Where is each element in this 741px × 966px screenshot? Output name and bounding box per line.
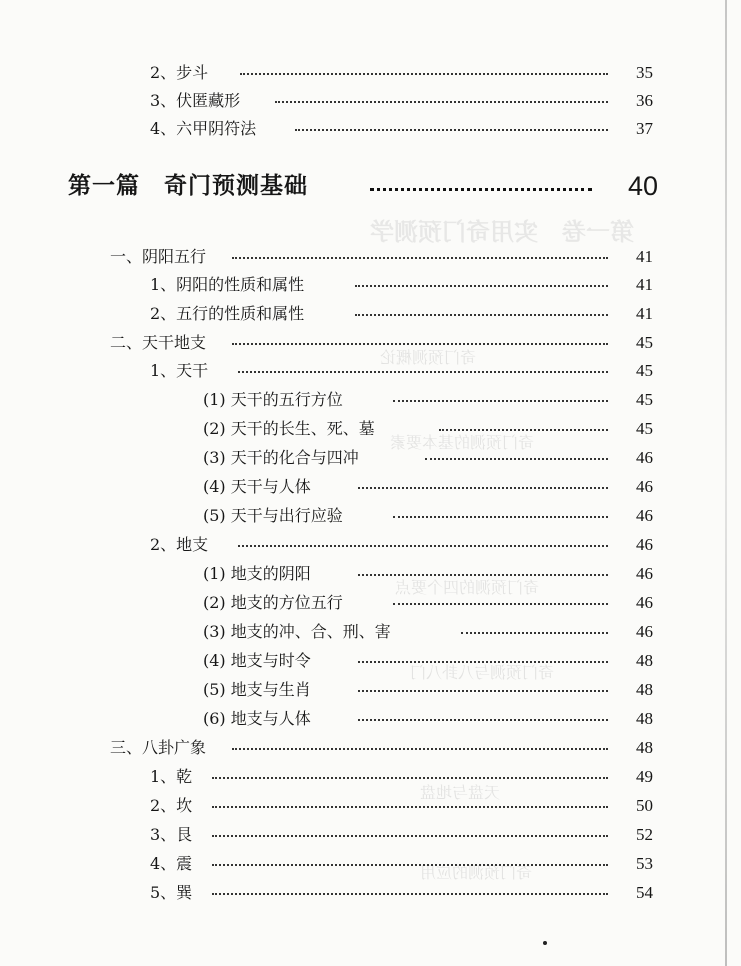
bleed-through-line: 奇门预测的基本要素 (390, 433, 535, 452)
toc-entry-title: 1、乾 (150, 767, 193, 786)
toc-page-number: 54 (636, 883, 653, 902)
toc-page-number: 41 (636, 247, 653, 266)
toc-entry[interactable] (150, 87, 653, 114)
toc-entry-title: (1) 地支的阴阳 (203, 564, 311, 583)
toc-entry-title: (3) 天干的化合与四冲 (203, 448, 359, 467)
toc-entry[interactable] (203, 415, 653, 442)
toc-entry[interactable] (110, 734, 653, 761)
toc-leader-dots (355, 314, 608, 316)
toc-page-number: 53 (636, 854, 653, 873)
toc-entry[interactable] (203, 676, 653, 703)
toc-leader-dots (240, 73, 608, 75)
toc-leader-dots (355, 285, 608, 287)
toc-entry-title: 3、艮 (150, 825, 193, 844)
bleed-through-heading: 第一卷 实用奇门预测学 (370, 218, 634, 246)
toc-leader-dots (212, 893, 608, 895)
toc-leader-dots (358, 574, 608, 576)
toc-leader-dots (212, 777, 608, 779)
toc-leader-dots (425, 458, 608, 460)
bleed-through-line: 奇门预测的应用 (420, 863, 533, 882)
toc-entry[interactable] (150, 300, 653, 327)
toc-entry-title: 2、五行的性质和属性 (150, 304, 305, 323)
toc-entry-title: 2、地支 (150, 535, 209, 554)
toc-entry-title: (3) 地支的冲、合、刑、害 (203, 622, 391, 641)
toc-leader-dots (212, 864, 608, 866)
toc-page-number: 41 (636, 275, 653, 294)
toc-entry[interactable] (203, 444, 653, 471)
toc-entry-title: (1) 天干的五行方位 (203, 390, 343, 409)
toc-entry[interactable] (203, 705, 653, 732)
toc-entry-title: 5、巽 (150, 883, 193, 902)
toc-page-number: 46 (636, 448, 653, 467)
toc-page-number: 37 (636, 119, 653, 138)
toc-entry[interactable] (150, 357, 653, 384)
toc-page-number: 45 (636, 361, 653, 380)
toc-leader-dots (232, 748, 608, 750)
toc-leader-dots (358, 487, 608, 489)
toc-entry-title: (5) 天干与出行应验 (203, 506, 343, 525)
toc-page-number: 35 (636, 63, 653, 82)
toc-entry-title: 1、阴阳的性质和属性 (150, 275, 305, 294)
toc-leader-dots (439, 429, 608, 431)
toc-leader-dots (358, 690, 608, 692)
toc-page-number: 48 (636, 651, 653, 670)
toc-entry-title: 二、天干地支 (110, 333, 207, 352)
toc-entry[interactable] (203, 618, 653, 645)
toc-entry[interactable] (150, 879, 653, 906)
toc-entry-title: 3、伏匿藏形 (150, 91, 241, 110)
toc-entry[interactable] (150, 59, 653, 86)
toc-entry[interactable] (150, 850, 653, 877)
toc-page-number: 45 (636, 333, 653, 352)
toc-entry-title: 2、坎 (150, 796, 193, 815)
toc-entry[interactable] (203, 386, 653, 413)
toc-entry-title: 1、天干 (150, 361, 209, 380)
print-speck (543, 941, 547, 945)
toc-entry[interactable] (203, 502, 653, 529)
toc-page-number: 48 (636, 738, 653, 757)
toc-entry-title: (5) 地支与生肖 (203, 680, 311, 699)
toc-entry[interactable] (203, 647, 653, 674)
toc-chapter-title: 第一篇 奇门预测基础 (68, 173, 308, 199)
bleed-through-line: 奇门预测的四个要点 (395, 578, 540, 597)
toc-page-number: 46 (636, 477, 653, 496)
toc-entry[interactable] (150, 763, 653, 790)
bleed-through-line: 奇门预测与八卦八门 (410, 663, 555, 682)
toc-leader-dots (393, 603, 608, 605)
toc-page-number: 46 (636, 593, 653, 612)
bleed-through-line: 天盘与地盘 (420, 783, 501, 802)
toc-chapter-entry[interactable] (68, 168, 658, 204)
toc-page-number: 52 (636, 825, 653, 844)
toc-page-number: 46 (636, 622, 653, 641)
toc-entry[interactable] (150, 115, 653, 142)
toc-leader-dots (212, 835, 608, 837)
toc-page-number: 48 (636, 680, 653, 699)
toc-entry-title: (6) 地支与人体 (203, 709, 311, 728)
toc-leader-dots (370, 188, 592, 191)
toc-entry[interactable] (203, 589, 653, 616)
toc-leader-dots (358, 661, 608, 663)
toc-page-number: 46 (636, 535, 653, 554)
toc-entry[interactable] (110, 243, 653, 270)
toc-leader-dots (358, 719, 608, 721)
toc-entry-title: (4) 地支与时令 (203, 651, 311, 670)
page-edge (725, 0, 727, 966)
toc-page-number: 46 (636, 506, 653, 525)
bleed-through-line: 奇门预测概论 (380, 348, 477, 367)
toc-leader-dots (232, 257, 608, 259)
toc-page-number: 45 (636, 419, 653, 438)
toc-leader-dots (238, 371, 608, 373)
toc-leader-dots (212, 806, 608, 808)
toc-leader-dots (393, 516, 608, 518)
toc-leader-dots (393, 400, 608, 402)
toc-page-number: 48 (636, 709, 653, 728)
toc-entry[interactable] (150, 271, 653, 298)
toc-entry-title: 4、震 (150, 854, 193, 873)
toc-page-number: 50 (636, 796, 653, 815)
toc-leader-dots (232, 343, 608, 345)
toc-page-number: 36 (636, 91, 653, 110)
toc-page-number: 41 (636, 304, 653, 323)
toc-page-number: 40 (627, 171, 658, 201)
toc-entry-title: 三、八卦广象 (110, 738, 207, 757)
toc-entry[interactable] (110, 329, 653, 356)
toc-entry-title: (2) 地支的方位五行 (203, 593, 343, 612)
toc-leader-dots (275, 101, 608, 103)
toc-entry[interactable] (203, 473, 653, 500)
toc-entry[interactable] (150, 531, 653, 558)
toc-leader-dots (461, 632, 608, 634)
toc-leader-dots (295, 129, 608, 131)
toc-entry-title: (4) 天干与人体 (203, 477, 311, 496)
toc-entry-title: (2) 天干的长生、死、墓 (203, 419, 375, 438)
toc-entry-title: 4、六甲阴符法 (150, 119, 257, 138)
toc-entry[interactable] (150, 792, 653, 819)
toc-entry-title: 2、步斗 (150, 63, 209, 82)
toc-page-number: 46 (636, 564, 653, 583)
toc-page-number: 45 (636, 390, 653, 409)
toc-page-number: 49 (636, 767, 653, 786)
toc-entry[interactable] (150, 821, 653, 848)
toc-entry-title: 一、阴阳五行 (110, 247, 207, 266)
toc-entry[interactable] (203, 560, 653, 587)
toc-leader-dots (238, 545, 608, 547)
